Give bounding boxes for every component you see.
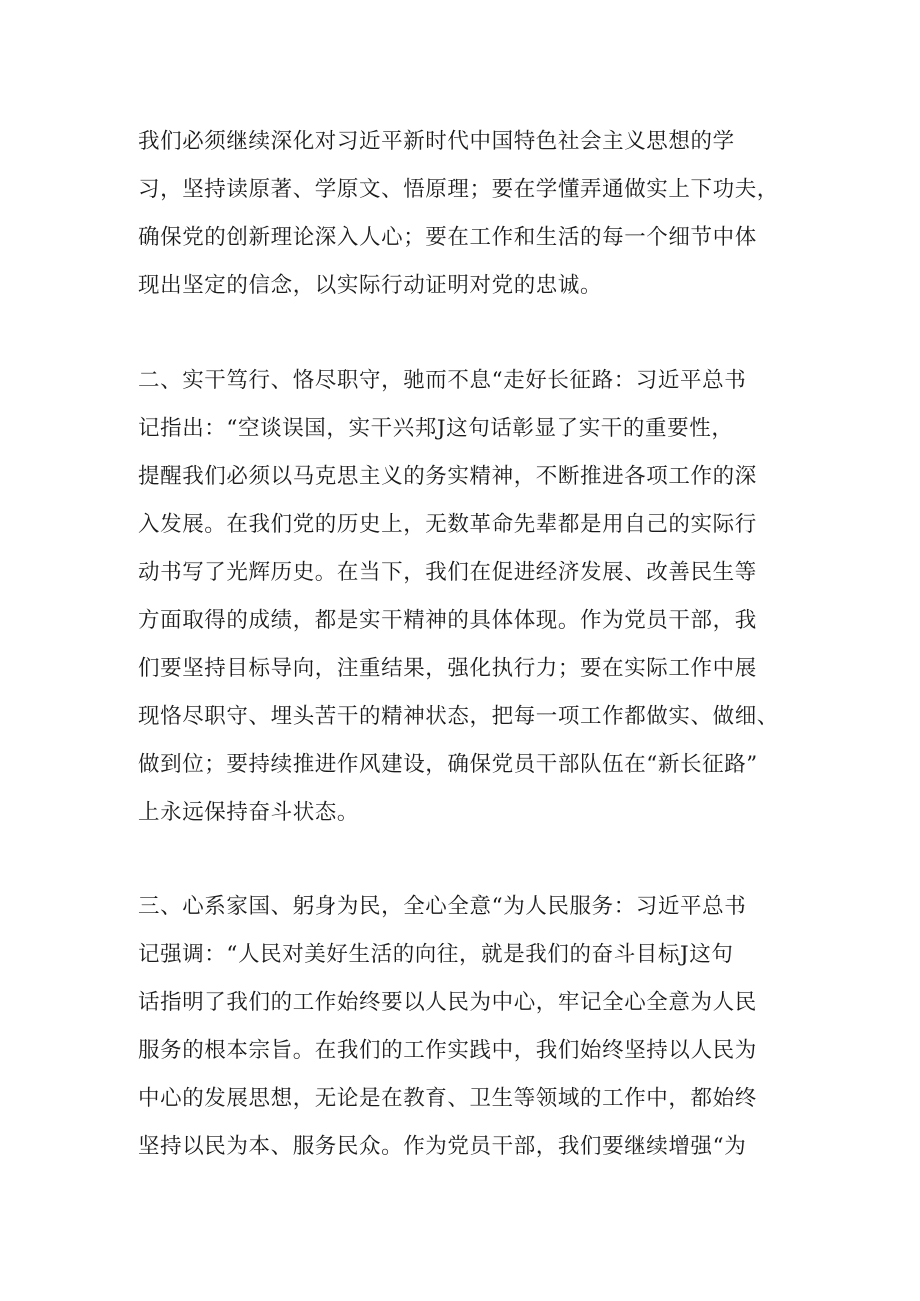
text-line: 入发展。在我们党的历史上，无数革命先辈都是用自己的实际行 [138, 512, 757, 537]
text-line: 中心的发展思想，无论是在教育、卫生等领域的工作中，都始终 [138, 1086, 757, 1111]
text-line: 坚持以民为本、服务民众。作为党员干部，我们要继续增强“为 [138, 1134, 747, 1159]
text-line: 上永远保持奋斗状态。 [138, 800, 360, 825]
text-line: 话指明了我们的工作始终要以人民为中心，牢记全心全意为人民 [138, 990, 757, 1015]
text-line: 方面取得的成绩，都是实干精神的具体体现。作为党员干部，我 [138, 608, 757, 633]
text-line: 现出坚定的信念，以实际行动证明对党的忠诚。 [138, 273, 603, 298]
text-line: 服务的根本宗旨。在我们的工作实践中，我们始终坚持以人民为 [138, 1038, 757, 1063]
text-line: 提醒我们必须以马克思主义的务实精神，不断推进各项工作的深 [138, 464, 757, 489]
paragraph-study [138, 118, 818, 310]
paragraph-section-two [138, 357, 818, 837]
text-line: 记指出：“空谈误国，实干兴邦J这句话彰显了实干的重要性， [138, 416, 734, 441]
section-heading-line: 三、心系家国、躬身为民，全心全意“为人民服务：习近平总书 [138, 894, 747, 919]
text-line: 记强调：“人民对美好生活的向往，就是我们的奋斗目标J这句 [138, 942, 734, 967]
paragraph-section-three [138, 883, 818, 1171]
text-line: 做到位；要持续推进作风建设，确保党员干部队伍在“新长征路” [138, 752, 758, 777]
text-line: 习，坚持读原著、学原文、悟原理；要在学懂弄通做实上下功夫， [138, 177, 779, 202]
text-line: 我们必须继续深化对习近平新时代中国特色社会主义思想的学 [138, 129, 735, 154]
section-heading-line: 二、实干笃行、恪尽职守，驰而不息“走好长征路：习近平总书 [138, 368, 747, 393]
text-line: 现恪尽职守、埋头苦干的精神状态，把每一项工作都做实、做细、 [138, 704, 779, 729]
text-line: 们要坚持目标导向，注重结果，强化执行力；要在实际工作中展 [138, 656, 757, 681]
text-line: 动书写了光辉历史。在当下，我们在促进经济发展、改善民生等 [138, 560, 757, 585]
text-line: 确保党的创新理论深入人心；要在工作和生活的每一个细节中体 [138, 225, 757, 250]
